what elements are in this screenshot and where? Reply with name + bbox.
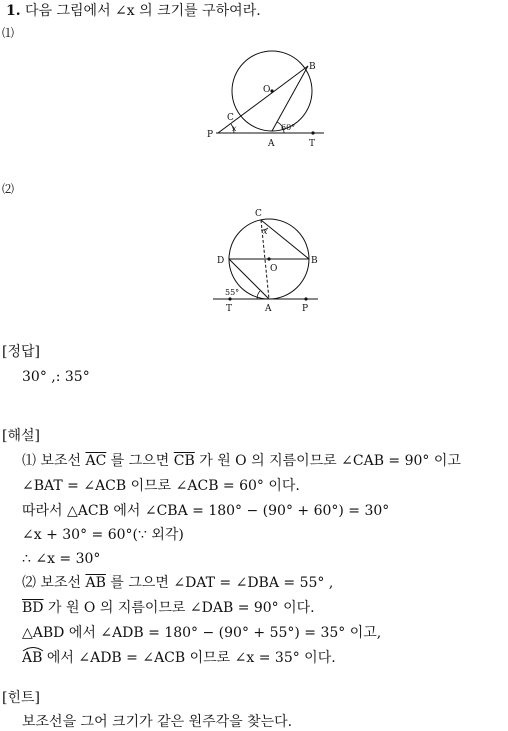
figure2-label-x: x	[263, 227, 268, 236]
figure2-chord-CB	[261, 220, 309, 259]
figure2-point-P	[304, 297, 307, 300]
figure2-label-D: D	[217, 256, 225, 266]
problem-number: 1.	[6, 3, 21, 19]
explanation-line-7	[22, 600, 315, 617]
explanation-heading: [해설]	[2, 428, 40, 444]
figure-2	[210, 203, 330, 315]
figure1-label-A: A	[268, 139, 275, 149]
segment-AB: $\overline{AB}$	[85, 575, 106, 591]
explanation-line-9b: 에서 ∠ADB = ∠ACB 이므로 ∠x = 35° 이다.	[42, 650, 336, 666]
figure1-point-T	[311, 131, 314, 134]
figure1-label-B: B	[309, 62, 316, 72]
arc-mark-icon	[22, 646, 44, 652]
explanation-line-6	[22, 575, 333, 592]
explanation-line-7b: 가 원 O 의 지름이므로 ∠DAB = 90° 이다.	[43, 600, 315, 616]
explanation-line-6b: 를 그으면 ∠DAT = ∠DBA = 55° ,	[105, 575, 334, 591]
figure2-label-T: T	[226, 304, 233, 314]
explanation-line-3: 따라서 △ACB 에서 ∠CBA = 180° − (90° + 60°) = 30°	[22, 503, 390, 519]
figure2-label-angle: 55°	[225, 288, 240, 297]
explanation-line-9	[22, 650, 336, 667]
explanation-line-8: △ABD 에서 ∠ADB = 180° − (90° + 55°) = 35° 이고,	[22, 625, 382, 641]
figure1-label-T: T	[309, 139, 316, 149]
answer-text: 30° ,: 35°	[22, 369, 90, 385]
segment-BD: $\overline{BD}$	[22, 600, 44, 616]
figure2-label-O: O	[270, 264, 278, 274]
arc-AB-label: AB	[22, 650, 43, 666]
hint-heading: [힌트]	[2, 690, 40, 706]
figure1-label-angle: 60°	[281, 123, 296, 132]
figure2-point-O	[267, 257, 270, 260]
figure1-point-O	[270, 89, 273, 92]
part2-label: ⑵	[2, 182, 15, 196]
explanation-line-1a: ⑴ 보조선	[22, 453, 86, 469]
figure1-label-O: O	[263, 85, 271, 95]
explanation-line-4: ∠x + 30° = 60°(∵ 외각)	[22, 527, 184, 543]
arc-AB	[22, 650, 42, 667]
explanation-line-1c: 가 원 O 의 지름이므로 ∠CAB = 90° 이고	[194, 453, 461, 469]
explanation-line-6a: ⑵ 보조선	[22, 575, 86, 591]
segment-AC: $\overline{AC}$	[85, 453, 107, 469]
figure1-label-P: P	[207, 130, 214, 140]
explanation-line-1b: 를 그으면	[106, 453, 174, 469]
figure2-label-P: P	[302, 304, 309, 314]
figure2-point-T	[228, 297, 231, 300]
part1-label: ⑴	[2, 26, 15, 40]
figure2-label-B: B	[311, 256, 318, 266]
explanation-line-5: ∴ ∠x = 30°	[22, 551, 101, 567]
figure2-label-A: A	[265, 304, 272, 314]
figure1-label-C: C	[227, 113, 234, 123]
problem-statement: 다음 그림에서 ∠x 의 크기를 구하여라.	[25, 3, 261, 19]
answer-heading: [정답]	[2, 344, 40, 360]
figure-1	[198, 40, 328, 152]
figure1-chord-AB	[272, 66, 308, 131]
figure2-label-C: C	[255, 209, 262, 219]
segment-CB: $\overline{CB}$	[173, 453, 195, 469]
explanation-line-1	[22, 453, 461, 470]
hint-text: 보조선을 그어 크기가 같은 원주각을 찾는다.	[22, 714, 293, 730]
explanation-line-2: ∠BAT = ∠ACB 이므로 ∠ACB = 60° 이다.	[22, 478, 300, 494]
figure1-label-x: x	[232, 124, 237, 133]
